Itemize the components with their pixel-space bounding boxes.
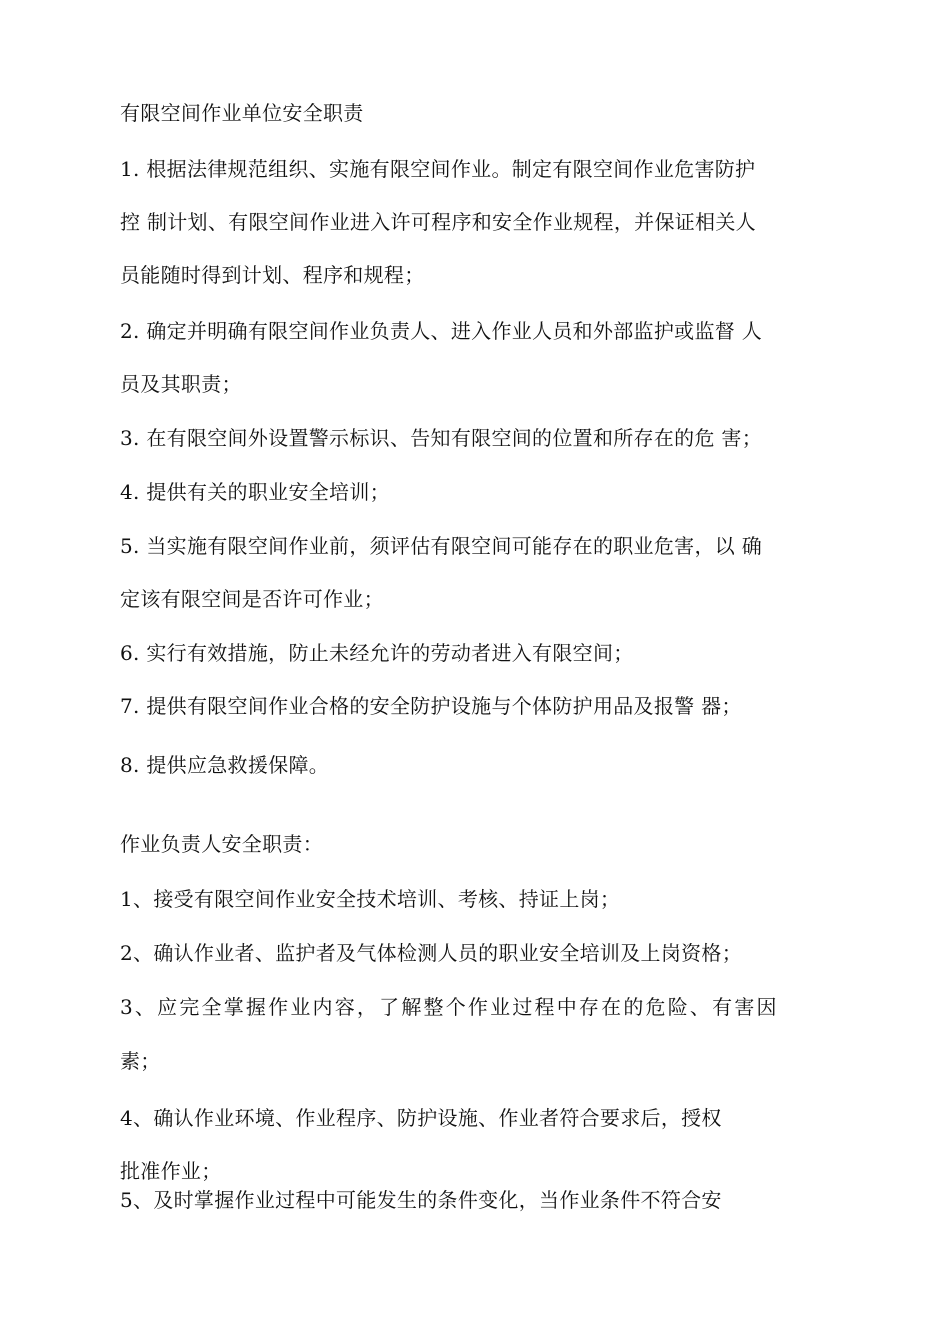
paragraph-line: 控 制计划、有限空间作业进入许可程序和安全作业规程，并保证相关人 xyxy=(120,210,756,234)
paragraph-line: 1. 根据法律规范组织、实施有限空间作业。制定有限空间作业危害防护 xyxy=(120,157,756,181)
paragraph-line: 5. 当实施有限空间作业前，须评估有限空间可能存在的职业危害，以 确 xyxy=(120,534,762,558)
paragraph-line: 员能随时得到计划、程序和规程； xyxy=(120,263,425,287)
paragraph-line: 3. 在有限空间外设置警示标识、告知有限空间的位置和所存在的危 害； xyxy=(120,426,762,450)
paragraph-line: 素； xyxy=(120,1049,161,1073)
paragraph-line: 2、确认作业者、监护者及气体检测人员的职业安全培训及上岗资格； xyxy=(120,941,743,965)
section-title-leader-responsibilities: 作业负责人安全职责： xyxy=(120,832,323,856)
paragraph-line: 定该有限空间是否许可作业； xyxy=(120,587,384,611)
paragraph-line: 6. 实行有效措施，防止未经允许的劳动者进入有限空间； xyxy=(120,641,634,665)
paragraph-line: 5、及时掌握作业过程中可能发生的条件变化，当作业条件不符合安 xyxy=(120,1188,722,1212)
paragraph-line: 7. 提供有限空间作业合格的安全防护设施与个体防护用品及报警 器； xyxy=(120,694,742,718)
paragraph-line: 8. 提供应急救援保障。 xyxy=(120,753,330,777)
paragraph-line: 4. 提供有关的职业安全培训； xyxy=(120,480,390,504)
section-title-unit-responsibilities: 有限空间作业单位安全职责 xyxy=(120,101,364,125)
paragraph-line: 3、应完全掌握作业内容，了解整个作业过程中存在的危险、有害因 xyxy=(120,995,779,1019)
paragraph-line: 4、确认作业环境、作业程序、防护设施、作业者符合要求后，授权 xyxy=(120,1106,722,1130)
paragraph-line: 员及其职责； xyxy=(120,372,242,396)
paragraph-line: 批准作业； xyxy=(120,1159,222,1183)
paragraph-line: 1、接受有限空间作业安全技术培训、考核、持证上岗； xyxy=(120,887,621,911)
paragraph-line: 2. 确定并明确有限空间作业负责人、进入作业人员和外部监护或监督 人 xyxy=(120,319,762,343)
